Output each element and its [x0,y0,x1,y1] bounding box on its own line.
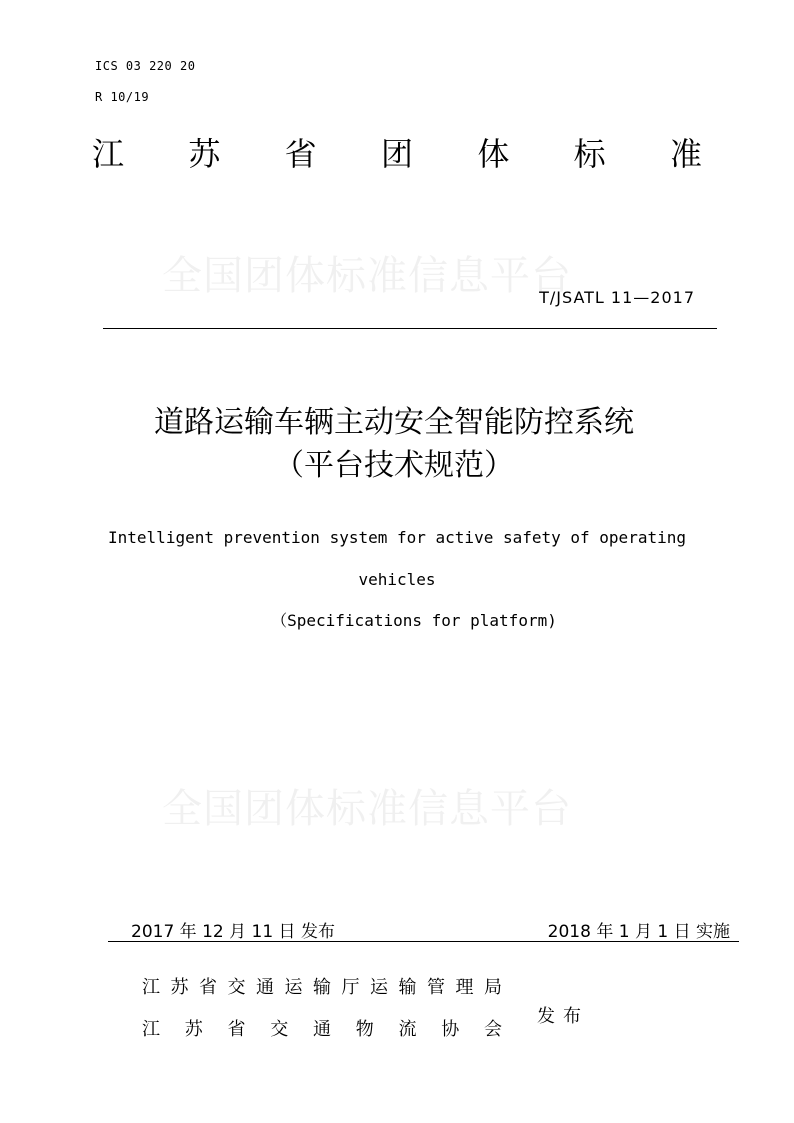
title-cn-line1: 道路运输车辆主动安全智能防控系统 [154,405,634,440]
issuer-char: 交 [270,1019,289,1040]
standard-class-char: 省 [284,135,317,173]
watermark-text: 全国团体标准信息平台 [162,786,572,832]
issuer-char: 物 [355,1019,374,1040]
issuer-char: 通 [313,1019,331,1040]
issuer-char: 厅 [341,977,360,998]
issuer-char: 运 [370,977,388,998]
footer-divider [108,941,739,942]
issuer-char: 会 [484,1019,502,1040]
issue-label: 发布 [537,1006,589,1027]
title-en-line3: （Specifications for platform) [271,611,557,630]
ccs-code: R 10/19 [95,90,150,104]
standard-class-char: 江 [92,135,125,173]
issuer-char: 省 [199,977,217,998]
issuer-char: 苏 [184,1019,203,1040]
issuer-char: 局 [484,977,502,998]
standard-class-heading [92,132,702,176]
issuer-char: 运 [284,977,303,998]
issuer-char: 交 [227,977,246,998]
standard-number: T/JSATL 11—2017 [539,288,695,307]
standard-class-char: 标 [573,135,606,173]
title-cn-line2: （平台技术规范） [274,448,514,483]
watermark-text: 全国团体标准信息平台 [162,253,572,299]
standard-class-char: 体 [477,135,510,173]
issuer-char: 管 [427,977,445,998]
standard-class-char: 准 [669,135,702,173]
issuer-char: 输 [313,977,331,998]
issuer-char: 输 [398,977,417,998]
issuer-char: 苏 [170,977,189,998]
standard-class-char: 苏 [188,135,221,173]
issuer-char: 通 [256,977,274,998]
header-divider [103,328,717,329]
issuer-char: 江 [142,1019,160,1040]
issuer-char: 流 [398,1019,417,1040]
issuer-char: 省 [227,1019,246,1040]
issuer-org1 [142,976,502,1000]
issuer-char: 协 [441,1019,460,1040]
ics-code: ICS 03 220 20 [95,59,196,73]
title-en-line2: vehicles [358,570,436,589]
title-en-line1: Intelligent prevention system for active safety of operating [108,528,686,547]
issuer-char: 江 [142,977,160,998]
issuer-org2 [142,1018,502,1042]
issuer-char: 理 [455,977,474,998]
publish-date: 2017 年 12 月 11 日 发布 [131,922,335,942]
standard-class-char: 团 [380,135,413,173]
implement-date: 2018 年 1 月 1 日 实施 [547,922,730,942]
